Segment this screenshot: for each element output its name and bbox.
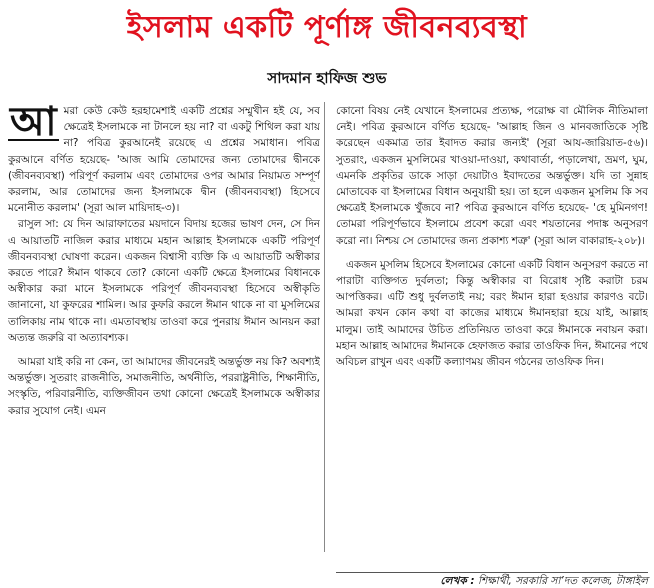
author-byline: সাদমান হাফিজ শুভ	[267, 69, 387, 87]
article-column-right	[336, 103, 648, 573]
article-column-left	[8, 103, 320, 588]
author-footer	[336, 572, 648, 588]
footer-text: শিক্ষার্থী, সরকারি সা’দত কলেজ, টাঙ্গাইল	[477, 575, 648, 587]
article-headline: ইসলাম একটি পূর্ণাঙ্গ জীবনব্যবস্থা	[126, 10, 528, 45]
drop-cap: আ	[10, 103, 57, 145]
paragraph-text: মরা কেউ কেউ হরহামেশাই একটি প্রশ্নের সম্মুখীন হই যে, সব ক্ষেত্রেই ইসলামকে না টানলে হয় না? বা একটু শিথিল করা যায় না? পবিত্র কুরআনেই রয়েছে এ প্রশ্নের সমাধান। পবিত্র কুরআনে বর্ণিত হয়েছে- 'আজ আমি তোমাদের জন্য তোমাদের দ্বীনকে (জীবনব্যবস্থা) পরিপূর্ণ করলাম এবং তোমাদের ওপর আমার নিয়ামত সম্পূর্ণ করলাম, আর তোমাদের জন্য ইসলামকে দ্বীন (জীবনব্যবস্থা) হিসেবে মনোনীত করলাম' (সূরা আল মায়িদাহ-৩)।	[8, 105, 320, 215]
paragraph: রাসুল সা: যে দিন আরাফাতের ময়দানে বিদায় হজের ভাষণ দেন, সে দিন এ আয়াতটি নাজিল করার মাধ্যমে মহান আল্লাহ ইসলামকে একটি পরিপূর্ণ জীবনব্যবস্থা ঘোষণা করেন। একজন বিশ্বাসী ব্যক্তি কি এ আয়াতটি অস্বীকার করতে পারে? ঈমান থাকবে তো? কোনো একটি ক্ষেত্রে ইসলামের বিধানকে অস্বীকার করা মানে ইসলামকে পরিপূর্ণ জীবনব্যবস্থা হিসেবে অস্বীকৃতি জানানো, যা কুফরের শামিল। আর কুফরি করলে ঈমান থাকে না বা মুসলিমের তালিকায় নাম থাকে না। এমতাবস্থায় তাওবা করে পুনরায় ঈমান আনয়ন করা অত্যন্ত জরুরি বা অত্যাবশ্যক।	[8, 218, 320, 344]
paragraph: কোনো বিষয় নেই যেখানে ইসলামের প্রত্যক্ষ, পরোক্ষ বা মৌলিক নীতিমালা নেই। পবিত্র কুরআনে বর্ণিত হয়েছে- 'আল্লাহ জিন ও মানবজাতিকে সৃষ্টি করেছেন একমাত্র তার ইবাদত করার জন্যই' (সূরা আয-জারিয়াত-৫৬)। সুতরাং, একজন মুসলিমের খাওয়া-দাওয়া, কথাবার্তা, পড়ালেখা, ভ্রমণ, ঘুম, এমনকি প্রকৃতির ডাকে সাড়া দেয়াটাও ইবাদতের অন্তর্ভুক্ত। যদি তা সুন্নাহ মোতাবেক বা ইসলামের বিধান অনুযায়ী হয়। তা হলে একজন মুসলিম কি সব ক্ষেত্রেই ইসলামকে খুঁজবে না? পবিত্র কুরআনে বর্ণিত হয়েছে- 'হে মুমিনগণ! তোমরা পরিপূর্ণভাবে ইসলামে প্রবেশ করো এবং শয়তানের পদাঙ্ক অনুসরণ করো না। নিশ্চয় সে তোমাদের জন্য প্রকাশ্য শত্রু' (সূরা আল বাকারাহ-২০৮)।	[336, 105, 648, 247]
column-divider	[324, 102, 325, 552]
paragraph	[8, 103, 320, 216]
paragraph: একজন মুসলিম হিসেবে ইসলামের কোনো একটি বিধান অনুসরণ করতে না পারাটা ব্যক্তিগত দুর্বলতা; কিন্তু অস্বীকার বা বিরোধ সৃষ্টি করাটা চরম আপত্তিকর। এটি শুধু দুর্বলতাই নয়; বরং ঈমান হারা হওয়ার কারণও বটে। আমরা কখন কোন কথা বা কাজের মাধ্যমে ঈমানহারা হয়ে যাই, আল্লাহ মালুম। তাই আমাদের উচিত প্রতিনিয়ত তাওবা করে ঈমানকে নবায়ন করা। মহান আল্লাহ আমাদের ঈমানকে হেফাজত করার তাওফিক দিন, ঈমানের পথে অবিচল রাখুন এবং একটি কল্যাণময় জীবন গঠনের তাওফিক দিন।	[336, 258, 648, 369]
footer-label: লেখক :	[440, 575, 475, 587]
paragraph: আমরা যাই করি না কেন, তা আমাদের জীবনেরই অন্তর্ভুক্ত নয় কি? অবশ্যই অন্তর্ভুক্ত। সুতরাং রাজনীতি, সমাজনীতি, অর্থনীতি, পররাষ্ট্রনীতি, শিক্ষানীতি, সংস্কৃতি, পরিবারনীতি, ব্যক্তিজীবন তথা কোনো ক্ষেত্রেই ইসলামকে অস্বীকার করার সুযোগ নেই। এমন	[8, 356, 320, 417]
